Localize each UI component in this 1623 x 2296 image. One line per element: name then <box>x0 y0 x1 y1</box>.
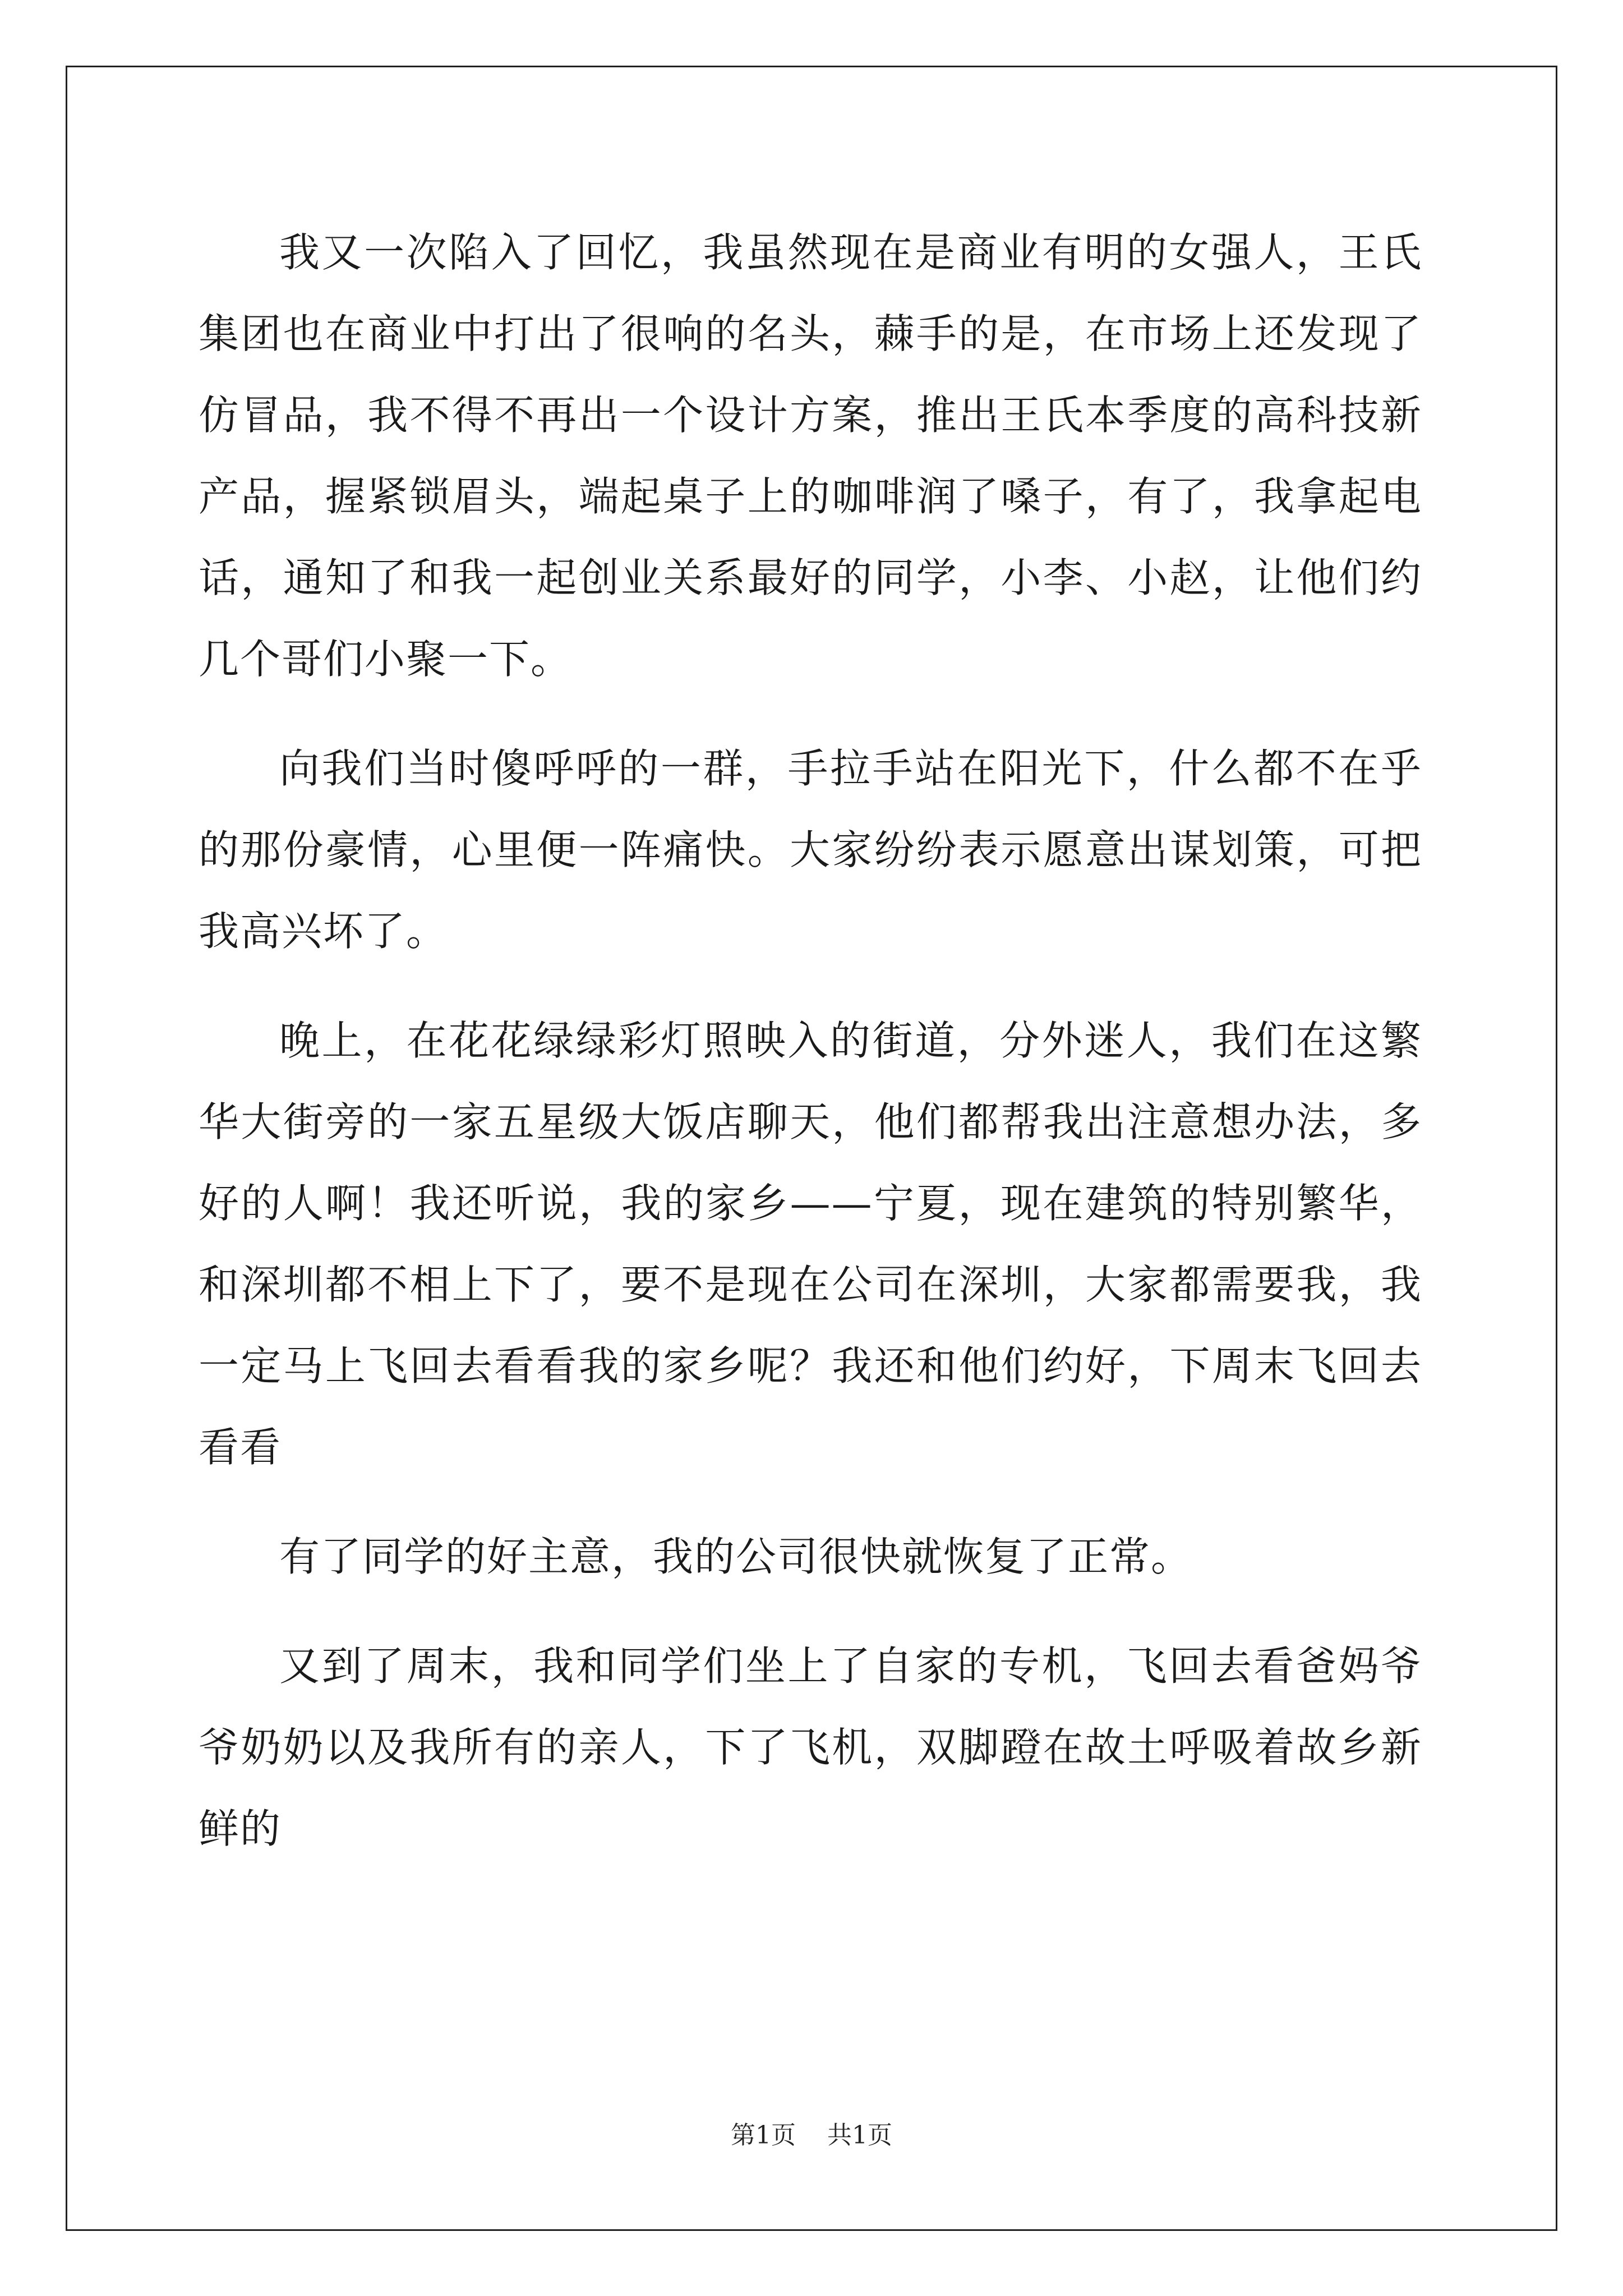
page-footer <box>0 2115 1623 2151</box>
paragraph: 有了同学的好主意，我的公司很快就恢复了正常。 <box>279 1533 1193 1580</box>
paragraph: 又到了周末，我和同学们坐上了自家的专机，飞回去看爸妈爷爷奶奶以及我所有的亲人，下了飞机，双脚蹬在故土呼吸着故乡新鲜的 <box>199 1642 1422 1852</box>
page-number-current: 第1页 <box>731 2121 796 2150</box>
document-body <box>199 212 1422 1898</box>
paragraph: 我又一次陷入了回忆，我虽然现在是商业有明的女强人，王氏集团也在商业中打出了很响的名头，蕀手的是，在市场上还发现了仿冒品，我不得不再出一个设计方案，推出王氏本季度的高科技新产品，握紧锁眉头，端起桌子上的咖啡润了嗓子，有了，我拿起电话，通知了和我一起创业关系最好的同学，小李、小赵，让他们约几个哥们小聚一下。 <box>199 229 1422 683</box>
paragraph: 晚上，在花花绿绿彩灯照映入的街道，分外迷人，我们在这繁华大街旁的一家五星级大饭店聊天，他们都帮我出注意想办法，多好的人啊！我还听说，我的家乡——宁夏，现在建筑的特别繁华，和深圳都不相上下了，要不是现在公司在深圳，大家都需要我，我一定马上飞回去看看我的家乡呢？我还和他们约好，下周末飞回去看看 <box>199 1017 1422 1471</box>
paragraph: 向我们当时傻呼呼的一群，手拉手站在阳光下，什么都不在乎的那份豪情，心里便一阵痛快。大家纷纷表示愿意出谋划策，可把我高兴坏了。 <box>199 745 1422 955</box>
page-number-total: 共1页 <box>827 2121 892 2150</box>
